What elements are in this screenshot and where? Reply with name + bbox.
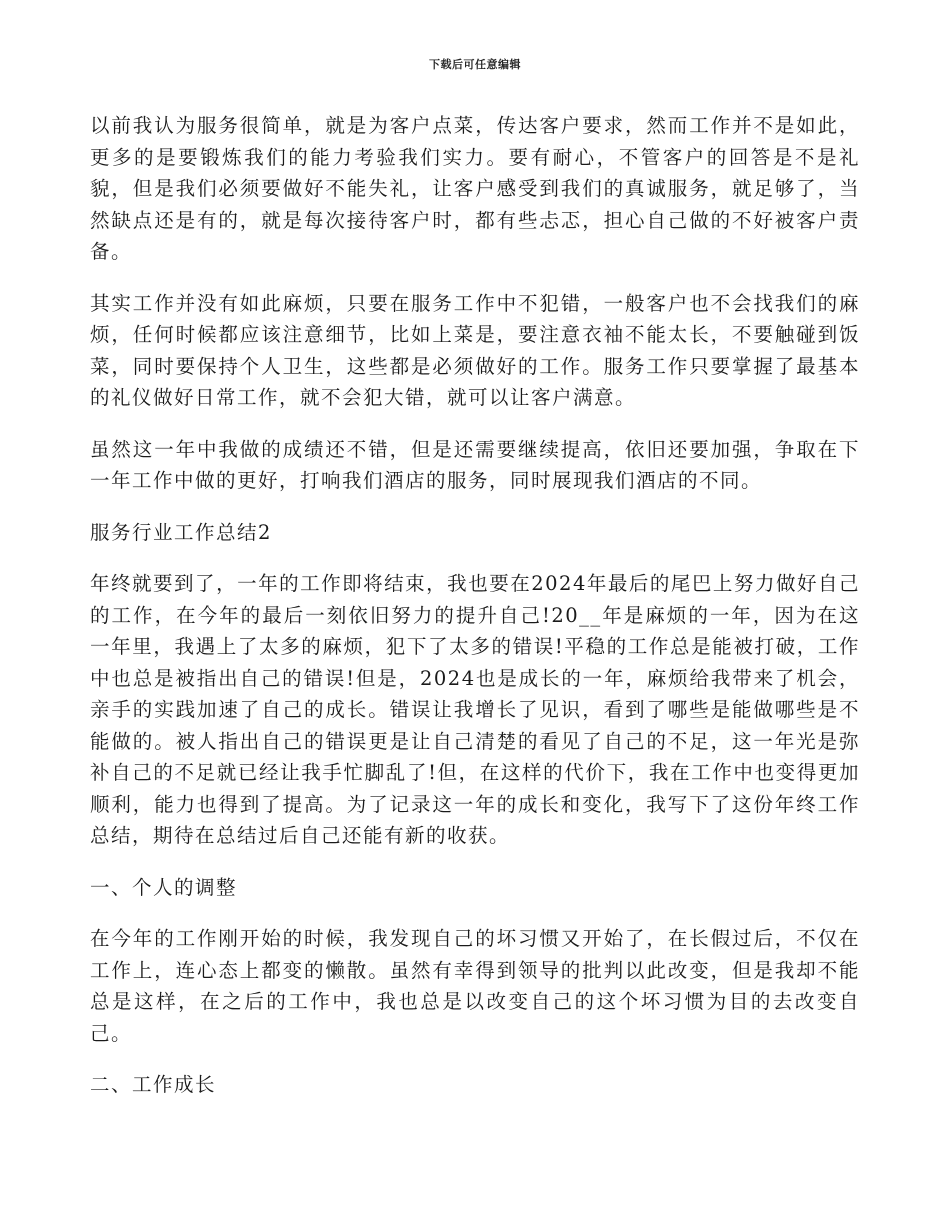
- paragraph-bad-habits: 在今年的工作刚开始的时候，我发现自己的坏习惯又开始了，在长假过后，不仅在工作上，连心态上都变的懒散。虽然有幸得到领导的批判以此改变，但是我却不能总是这样，在之后的工作中，我也总是以改变自己的这个坏习惯为目的去改变自己。: [90, 927, 860, 1045]
- paragraph-improvement: 虽然这一年中我做的成绩还不错，但是还需要继续提高，依旧还要加强，争取在下一年工作中做的更好，打响我们酒店的服务，同时展现我们酒店的不同。: [90, 437, 860, 492]
- section-heading-personal-adjustment: 一、个人的调整: [90, 875, 238, 899]
- paragraph-work-details: 其实工作并没有如此麻烦，只要在服务工作中不犯错，一般客户也不会找我们的麻烦，任何时候都应该注意细节，比如上菜是，要注意衣袖不能太长，不要触碰到饭菜，同时要保持个人卫生，这些都是必须做好的工作。服务工作只要掌握了最基本的礼仪做好日常工作，就不会犯大错，就可以让客户满意。: [90, 291, 860, 409]
- page-header: 下载后可任意编辑: [429, 58, 521, 71]
- section-heading-work-growth: 二、工作成长: [90, 1073, 217, 1096]
- paragraph-year-end: 年终就要到了，一年的工作即将结束，我也要在2024年最后的尾巴上努力做好自己的工作，在今年的最后一刻依旧努力的提升自己!20__年是麻烦的一年，因为在这一年里，我遇上了太多的麻烦，犯下了太多的错误!平稳的工作总是能被打破，工作中也总是被指出自己的错误!但是，2024也是成长的一年，麻烦给我带来了机会，亲手的实践加速了自己的成长。错误让我增长了见识，看到了哪些是能做哪些是不能做的。被人指出自己的错误更是让自己清楚的看见了自己的不足，这一年光是弥补自己的不足就已经让我手忙脚乱了!但，在这样的代价下，我在工作中也变得更加顺利，能力也得到了提高。为了记录这一年的成长和变化，我写下了这份年终工作总结，期待在总结过后自己还能有新的收获。: [90, 572, 860, 847]
- section-title-summary-2: 服务行业工作总结2: [90, 520, 272, 544]
- paragraph-service-simple: 以前我认为服务很简单，就是为客户点菜，传达客户要求，然而工作并不是如此，更多的是要锻炼我们的能力考验我们实力。要有耐心，不管客户的回答是不是礼貌，但是我们必须要做好不能失礼，让客户感受到我们的真诚服务，就足够了，当然缺点还是有的，就是每次接待客户时，都有些忐忑，担心自己做的不好被客户责备。: [90, 114, 860, 263]
- document-body: [90, 110, 860, 1121]
